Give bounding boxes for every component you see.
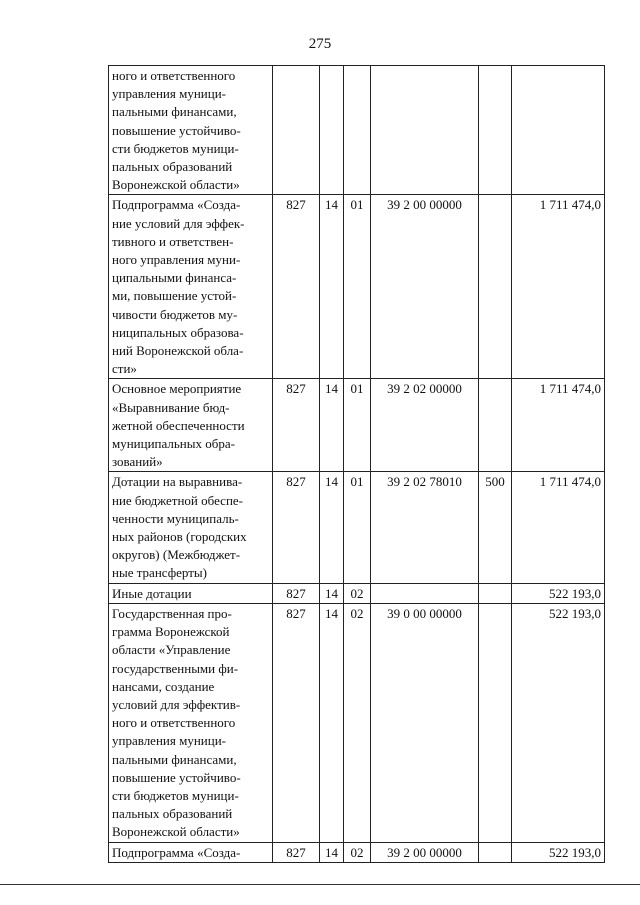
row-name-cell: Дотации на выравнива- ние бюджетной обеспе- ченности муниципаль- ных районов (городских округов) (Межбюджет- ные трансферты) — [109, 472, 273, 583]
row-sum-cell: 522 193,0 — [512, 603, 605, 842]
row-expense-type-cell — [479, 379, 512, 472]
row-subsection-cell: 02 — [344, 583, 371, 603]
row-sum-cell: 1 711 474,0 — [512, 379, 605, 472]
row-sum-cell — [512, 66, 605, 195]
row-section-cell — [320, 66, 344, 195]
table-row — [109, 583, 605, 603]
row-expense-type-cell — [479, 603, 512, 842]
row-target-article-cell — [371, 66, 479, 195]
budget-table — [108, 65, 605, 863]
row-target-article-cell: 39 2 02 78010 — [371, 472, 479, 583]
row-section-cell: 14 — [320, 195, 344, 379]
row-expense-type-cell — [479, 195, 512, 379]
row-sum-cell: 1 711 474,0 — [512, 472, 605, 583]
row-name-cell: Основное мероприятие «Выравнивание бюд- жетной обеспеченности муниципальных обра- зований» — [109, 379, 273, 472]
table-row — [109, 603, 605, 842]
row-section-cell: 14 — [320, 583, 344, 603]
row-target-article-cell: 39 0 00 00000 — [371, 603, 479, 842]
row-subsection-cell: 01 — [344, 195, 371, 379]
row-name-cell: ного и ответственного управления муници- пальными финансами, повышение устойчиво- сти бюджетов муници- пальных образований Воронежской области» — [109, 66, 273, 195]
table-row — [109, 195, 605, 379]
row-section-cell: 14 — [320, 472, 344, 583]
row-name-cell: Иные дотации — [109, 583, 273, 603]
row-target-article-cell — [371, 583, 479, 603]
bottom-rule — [0, 884, 640, 885]
row-code-cell: 827 — [273, 195, 320, 379]
table-body — [109, 66, 605, 863]
row-subsection-cell: 02 — [344, 603, 371, 842]
row-sum-cell: 522 193,0 — [512, 583, 605, 603]
row-sum-cell: 1 711 474,0 — [512, 195, 605, 379]
row-expense-type-cell — [479, 583, 512, 603]
row-subsection-cell — [344, 66, 371, 195]
table-row — [109, 379, 605, 472]
table-row — [109, 472, 605, 583]
row-subsection-cell: 01 — [344, 472, 371, 583]
row-code-cell — [273, 66, 320, 195]
row-code-cell: 827 — [273, 583, 320, 603]
row-expense-type-cell — [479, 66, 512, 195]
row-name-cell: Подпрограмма «Созда- — [109, 842, 273, 862]
row-subsection-cell: 02 — [344, 842, 371, 862]
row-subsection-cell: 01 — [344, 379, 371, 472]
row-sum-cell: 522 193,0 — [512, 842, 605, 862]
table-row — [109, 66, 605, 195]
row-target-article-cell: 39 2 00 00000 — [371, 195, 479, 379]
table-row — [109, 842, 605, 862]
row-expense-type-cell — [479, 842, 512, 862]
row-code-cell: 827 — [273, 842, 320, 862]
row-expense-type-cell: 500 — [479, 472, 512, 583]
row-code-cell: 827 — [273, 379, 320, 472]
row-target-article-cell: 39 2 02 00000 — [371, 379, 479, 472]
row-section-cell: 14 — [320, 842, 344, 862]
row-section-cell: 14 — [320, 603, 344, 842]
row-name-cell: Государственная про- грамма Воронежской области «Управление государственными фи- нансами, создание условий для эффектив- ного и ответственного управления муници- пальными финансами, повышение устойчиво- сти бюджетов муници- пальных образований Воронежской области» — [109, 603, 273, 842]
row-target-article-cell: 39 2 00 00000 — [371, 842, 479, 862]
row-section-cell: 14 — [320, 379, 344, 472]
row-code-cell: 827 — [273, 472, 320, 583]
page-number: 275 — [308, 36, 332, 52]
row-name-cell: Подпрограмма «Созда- ние условий для эффек- тивного и ответствен- ного управления муни- ципальными финанса- ми, повышение устой- чивости бюджетов му- ниципальных образова- ний Воронежской обла- сти» — [109, 195, 273, 379]
row-code-cell: 827 — [273, 603, 320, 842]
